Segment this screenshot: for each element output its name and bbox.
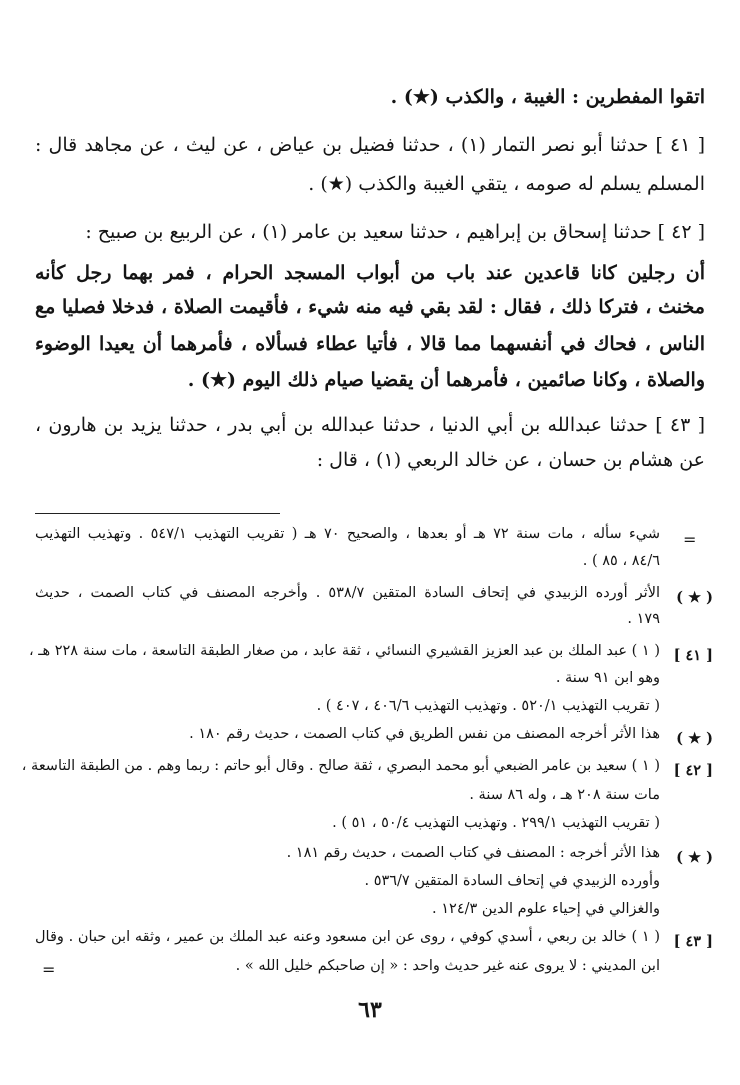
main-line-8: والصلاة ، وكانا صائمين ، فأمرهما أن يقضيا صيام ذلك اليوم (★) . — [187, 369, 705, 391]
footnote-5-label: ( ★ ) — [676, 849, 713, 866]
footnote-4-label: [ ٤٢ ] — [673, 762, 713, 779]
footnote-2-line-3: ( تقريب التهذيب ٥٢٠/١ . وتهذيب التهذيب ٤٠٦/٦ ، ٤٠٧ ) . — [316, 698, 660, 714]
main-line-1: اتقوا المفطرين : الغيبة ، والكذب (★) . — [390, 86, 705, 108]
footnote-1-line-1: الأثر أورده الزبيدي في إتحاف السادة المتقين ٥٣٨/٧ . وأخرجه المصنف في كتاب الصمت ، حديث — [35, 585, 660, 601]
main-line-3: المسلم يسلم له صومه ، يتقي الغيبة والكذب (★) . — [308, 173, 705, 195]
footnote-5-line-1: هذا الأثر أخرجه : المصنف في كتاب الصمت ، حديث رقم ١٨١ . — [286, 845, 660, 861]
footnote-1-label: ( ★ ) — [676, 589, 713, 606]
footnote-3-label: ( ★ ) — [676, 730, 713, 747]
footnote-1-line-2: ١٧٩ . — [627, 611, 660, 627]
main-line-10: عن هشام بن حسان ، عن خالد الربعي (١) ، قال : — [316, 449, 705, 471]
footnote-0-line-2: ٨٤/٦ ، ٨٥ ) . — [582, 553, 660, 569]
footnote-4-line-2: مات سنة ٢٠٨ هـ ، وله ٨٦ سنة . — [469, 787, 660, 803]
footnote-6-line-2: ابن المديني : لا يروى عنه غير حديث واحد : « إن صاحبكم خليل الله » . — [235, 958, 660, 974]
footnote-2-line-2: وهو ابن ٩١ سنة . — [555, 670, 660, 686]
main-line-2: [ ٤١ ] حدثنا أبو نصر التمار (١) ، حدثنا فضيل بن عياض ، عن ليث ، عن مجاهد قال : — [35, 134, 706, 156]
footnote-5-line-3: والغزالي في إحياء علوم الدين ١٢٤/٣ . — [432, 901, 660, 917]
footnote-4-line-1: ( ١ ) سعيد بن عامر الضبعي أبو محمد البصري ، ثقة صالح . وقال أبو حاتم : ربما وهم . من الطبقة التاسعة ، — [21, 758, 660, 774]
page-number: ٦٣ — [358, 997, 382, 1023]
footnote-6-label: [ ٤٣ ] — [673, 933, 713, 950]
main-line-6: مخنث ، فتركا ذلك ، فقال : لقد بقي فيه منه شيء ، فأقيمت الصلاة ، فدخلا فصليا مع — [35, 296, 705, 318]
main-line-7: الناس ، فحاك في أنفسهما مما قالا ، فأتيا عطاء فسألاه ، فأمرهما أن يعيدا الوضوء — [35, 333, 705, 355]
footnote-5-line-2: وأورده الزبيدي في إتحاف السادة المتقين ٥٣٦/٧ . — [364, 873, 660, 889]
footnote-4-line-3: ( تقريب التهذيب ٢٩٩/١ . وتهذيب التهذيب ٥٠/٤ ، ٥١ ) . — [332, 815, 660, 831]
footnote-6-line-1: ( ١ ) خالد بن ربعي ، أسدي كوفي ، روى عن ابن مسعود وعنه عبد الملك بن عمير ، وثقه ابن حبان . وقال — [35, 929, 660, 945]
footnote-3-line-1: هذا الأثر أخرجه المصنف من نفس الطريق في كتاب الصمت ، حديث رقم ١٨٠ . — [189, 726, 660, 742]
main-line-4: [ ٤٢ ] حدثنا إسحاق بن إبراهيم ، حدثنا سعيد بن عامر (١) ، عن الربيع بن صبيح : — [85, 221, 705, 243]
footnote-separator — [35, 513, 280, 514]
main-line-5: أن رجلين كانا قاعدين عند باب من أبواب المسجد الحرام ، فمر بهما رجل كأنه — [35, 262, 705, 284]
footnote-2-line-1: ( ١ ) عبد الملك بن عبد العزيز القشيري النسائي ، ثقة عابد ، من صغار الطبقة التاسعة ، مات سنة ٢٢٨ هـ ، — [28, 643, 660, 659]
footnote-2-label: [ ٤١ ] — [673, 647, 713, 664]
footnote-0-line-1: شيء سأله ، مات سنة ٧٢ هـ أو بعدها ، والصحيح ٧٠ هـ ( تقريب التهذيب ٥٤٧/١ . وتهذيب التهذيب — [35, 526, 660, 542]
continuation-mark: = — [683, 530, 697, 549]
side-mark: = — [42, 960, 56, 979]
main-line-9: [ ٤٣ ] حدثنا عبدالله بن أبي الدنيا ، حدثنا عبدالله بن أبي بدر ، حدثنا يزيد بن هارون ، — [35, 414, 706, 436]
